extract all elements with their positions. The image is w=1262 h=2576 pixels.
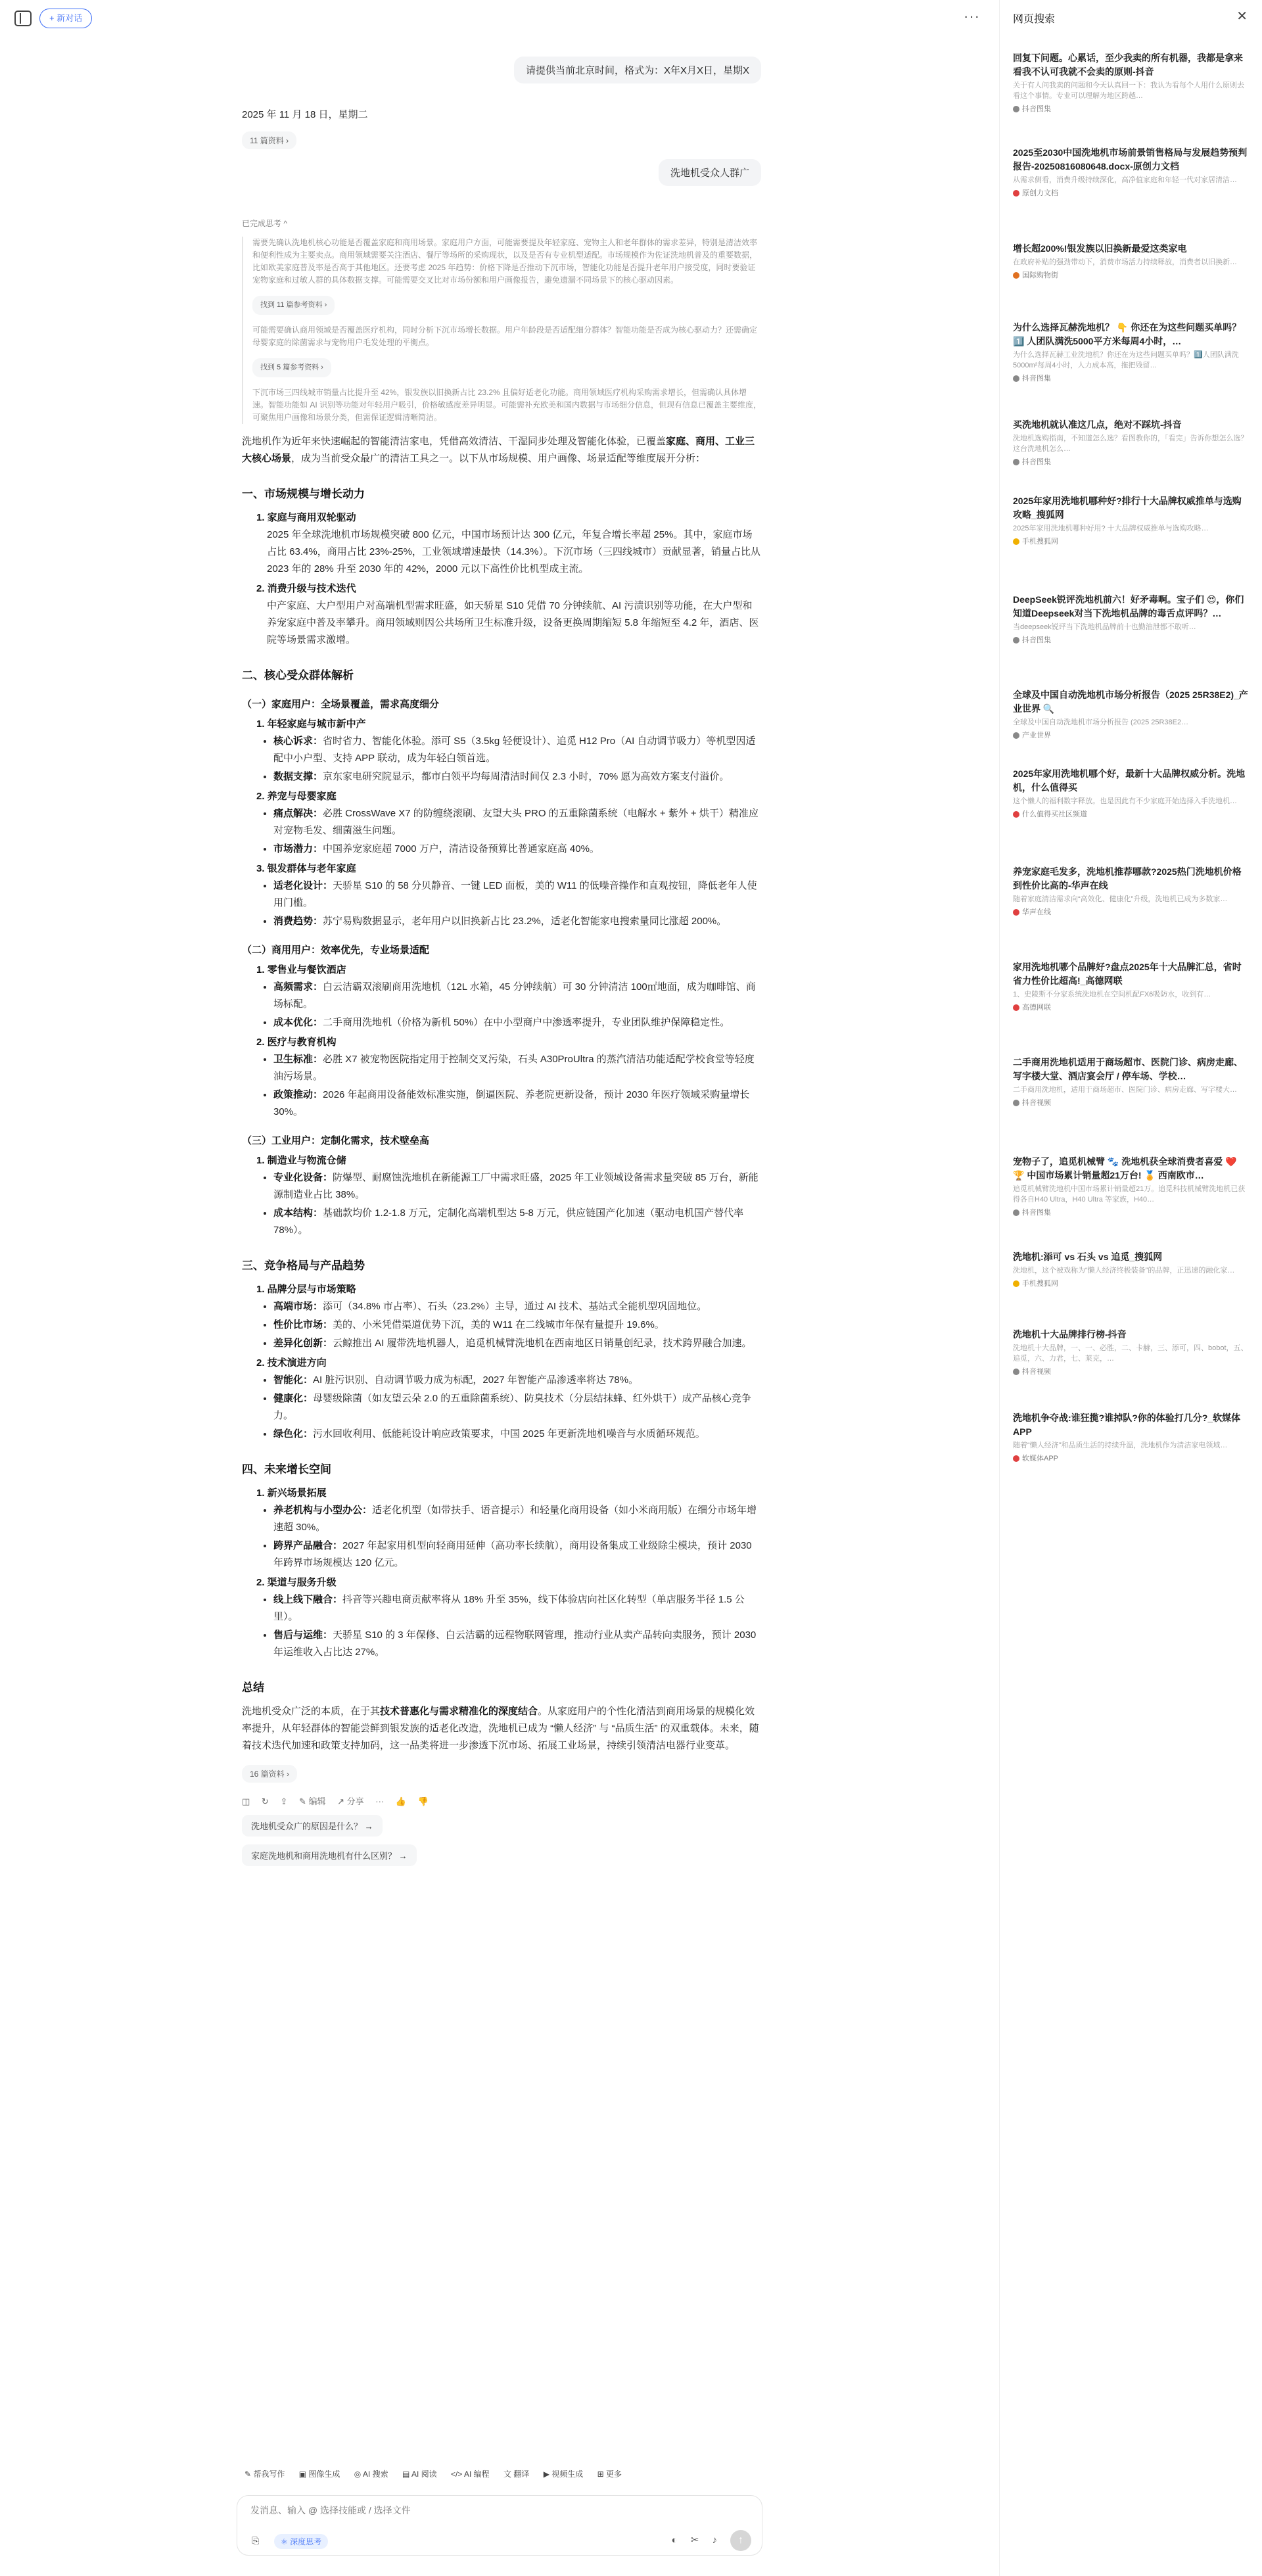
result-snippet: 为什么选择瓦赫工业洗地机？你还在为这些问题买单吗？1️⃣人团队满洗5000m²每周4小时，人力成本高，拖把残留… bbox=[1013, 351, 1239, 369]
source-icon bbox=[1013, 272, 1019, 279]
user-message: 请提供当前北京时间，格式为：X年X月X日，星期X bbox=[514, 57, 761, 83]
value: 添可（34.8% 市占率）、石头（23.2%）主导，通过 AI 技术、基站式全能机型巩固地位。 bbox=[323, 1301, 707, 1312]
source-icon bbox=[1013, 190, 1019, 197]
key: 痛点解决： bbox=[273, 808, 323, 819]
source-icon bbox=[1013, 375, 1019, 382]
value: 二手商用洗地机（价格为新机 50%）在中小型商户中渗透率提升，专业团队维护保障稳定性。 bbox=[323, 1017, 730, 1028]
deep-think-toggle[interactable]: ⚛ 深度思考 bbox=[274, 2534, 328, 2549]
list-group bbox=[256, 1355, 761, 1372]
value: 天骄星 S10 的 58 分贝静音、一键 LED 面板，美的 W11 的低噪音操作和直观按钮，降低老年人使用门槛。 bbox=[273, 880, 757, 908]
attach-icon[interactable]: ⎘ bbox=[252, 2535, 260, 2546]
list-group bbox=[256, 1281, 761, 1298]
bullet-item bbox=[273, 1051, 761, 1085]
result-title[interactable]: 增长超200%!银发族以旧换新最爱这类家电 bbox=[1013, 243, 1187, 254]
key: 养老机构与小型办公： bbox=[273, 1505, 373, 1516]
bullet-list bbox=[273, 1591, 761, 1661]
tool-video-button[interactable]: ▶ 视频生成 bbox=[543, 2470, 584, 2479]
item-body: 2025 年全球洗地机市场规模突破 800 亿元，中国市场预计达 300 亿元，年复合增长率超 25%。其中，家庭市场占比 63.4%，商用占比 23%-25%，工业领域增速最快（14.3%）。下沉市场（三四线城市）贡献显著，销量占比从 2023 年的 28% 升至 2030 年的 42%，2000 元以下高性价比机型成主流。 bbox=[267, 529, 760, 574]
source-icon bbox=[1013, 459, 1019, 465]
subsection-heading: （一）家庭用户：全场景覆盖，需求高度细分 bbox=[242, 699, 440, 710]
result-source bbox=[1013, 808, 1250, 819]
group-title: 2. 养宠与母婴家庭 bbox=[256, 791, 337, 802]
bullet-list bbox=[273, 733, 761, 785]
key: 消费趋势： bbox=[273, 916, 323, 927]
bullet-list bbox=[273, 1372, 761, 1443]
answer-references-chip[interactable]: 16 篇资料 › bbox=[242, 1765, 297, 1783]
value: 防爆型、耐腐蚀洗地机在新能源工厂中需求旺盛，2025 年工业领域设备需求量突破 85 万台，新能源制造业占比 38%。 bbox=[273, 1172, 759, 1200]
chat-input-box bbox=[237, 2495, 762, 2556]
result-source bbox=[1013, 536, 1250, 546]
source-icon bbox=[1013, 1100, 1019, 1106]
search-result[interactable] bbox=[1013, 418, 1250, 467]
group-title: 3. 银发群体与老年家庭 bbox=[256, 863, 356, 874]
refresh-icon[interactable]: ↻ bbox=[261, 1796, 269, 1806]
summary-heading: 总结 bbox=[242, 1681, 264, 1694]
section-heading: 三、竞争格局与产品趋势 bbox=[242, 1259, 365, 1272]
text: 洗地机作为近年来快速崛起的智能清洁家电，凭借高效清洁、干湿同步处理及智能化体验，已覆盖 bbox=[242, 436, 666, 447]
result-snippet: 关于有人问我卖的问题和今天认真回一下：我认为看每个人用什么原则去看这个事情。专业可以理解为地区跨越… bbox=[1013, 82, 1244, 100]
suggestion-chip[interactable]: 家庭洗地机和商用洗地机有什么区别？ → bbox=[242, 1844, 417, 1866]
tool-read-button[interactable]: ▤ AI 阅读 bbox=[402, 2470, 437, 2479]
thinking-references-chip[interactable]: 找到 5 篇参考资料 › bbox=[252, 358, 331, 377]
share-button[interactable]: ↗ 分享 bbox=[337, 1796, 364, 1806]
bullet-item bbox=[273, 1627, 761, 1661]
value: 省时省力、智能化体验。添可 S5（3.5kg 轻便设计）、追觅 H12 Pro（AI 自动调节吸力）等机型因适配中小户型、支持 APP 联动，成为年轻白领首选。 bbox=[273, 736, 756, 764]
bullet-list bbox=[273, 979, 761, 1031]
key: 核心诉求： bbox=[273, 736, 323, 747]
thinking-paragraph: 需要先确认洗地机核心功能是否覆盖家庭和商用场景。家庭用户方面，可能需要提及年轻家庭、宠物主人和老年群体的需求差异，特别是清洁效率和便利性成为主要卖点。商用领域需要关注酒店、餐厅等场所的采购现状，以及是否有专业机型适配。市场规模作为佐证洗地机普及的重要数据，比如欧美家庭普及率是否高于其他地区。还要考虑 2025 年趋势：价格下降是否推动下沉市场，智能化功能是否提升老年用户接受度，同时要验证宠物家庭和过敏人群的具体数据支撑。可能需要交叉比对市场份额和用户画像报告，避免遗漏不同场景下的核心驱动因素。 bbox=[252, 238, 758, 285]
result-snippet: 二手商用洗地机，适用于商场超市、医院门诊、病房走廊、写字楼大… bbox=[1013, 1086, 1237, 1094]
result-source bbox=[1013, 634, 1250, 645]
result-title[interactable]: 2025年家用洗地机哪个好，最新十大品牌权威分析。洗地机，什么值得买 bbox=[1013, 768, 1246, 793]
bullet-list bbox=[273, 878, 761, 930]
result-title[interactable]: DeepSeek锐评洗地机前六！好矛毒啊。宝子们 😍，你们知道Deepseek对当下洗地机品牌的毒舌点评吗？… bbox=[1013, 594, 1244, 619]
group-title: 1. 制造业与物流仓储 bbox=[256, 1155, 346, 1166]
item-title: 1. 家庭与商用双轮驱动 bbox=[256, 512, 356, 523]
bullet-list bbox=[273, 1298, 761, 1352]
source-icon bbox=[1013, 732, 1019, 739]
bullet-item bbox=[273, 1317, 761, 1334]
value: 苏宁易购数据显示，老年用户以旧换新占比 23.2%，适老化智能家电搜索量同比涨超 200%。 bbox=[323, 916, 727, 927]
list-group bbox=[256, 860, 761, 878]
thinking-paragraph: 下沉市场三四线城市销量占比提升至 42%，银发族以旧换新占比 23.2% 且偏好适老化功能。商用领域医疗机构采购需求增长，但需确认具体增速。智能功能如 AI 识别等功能对年轻用户吸引，价格敏感度差异明显。可能需补充欧美和国内数据与市场细分信息，但现有信息已覆盖主要维度，可聚焦用户画像和场景分类，但需保证逻辑清晰简洁。 bbox=[252, 388, 762, 422]
source-icon bbox=[1013, 637, 1019, 644]
source-name: 什么值得买社区频道 bbox=[1022, 810, 1087, 818]
value: AI 脏污识别、自动调节吸力成为标配，2027 年智能产品渗透率将达 78%。 bbox=[313, 1374, 639, 1386]
result-snippet: 洗地机，这个被戏称为“懒人经济终极装备”的品牌，正迅速的融化家… bbox=[1013, 1267, 1235, 1275]
source-name: 华声在线 bbox=[1022, 908, 1051, 916]
source-name: 高德网联 bbox=[1022, 1004, 1051, 1012]
result-source bbox=[1013, 1366, 1250, 1376]
key: 跨界产品融合： bbox=[273, 1540, 343, 1551]
thinking-paragraph: 可能需要确认商用领域是否覆盖医疗机构，同时分析下沉市场增长数据。用户年龄段是否适配细分群体？智能功能是否成为核心驱动力？还需确定母婴家庭的除菌需求与宠物用户毛发处理的平衡点。 bbox=[252, 325, 758, 347]
group-title: 1. 新兴场景拓展 bbox=[256, 1487, 327, 1499]
list-group bbox=[256, 962, 761, 979]
search-result[interactable] bbox=[1013, 688, 1250, 740]
result-source bbox=[1013, 373, 1250, 383]
result-snippet: 追觅机械臂洗地机中国市场累计销量超21万。追觅科技机械臂洗地机已获得各自H40 Ultra，H40 Ultra 等家族，H40… bbox=[1013, 1185, 1246, 1204]
bullet-item bbox=[273, 979, 761, 1013]
result-title[interactable]: 买洗地机就认准这几点，绝对不踩坑-抖音 bbox=[1013, 419, 1182, 430]
text-bold: 家庭、商用、工业三大核心场景 bbox=[242, 436, 755, 464]
search-result[interactable] bbox=[1013, 865, 1250, 917]
search-result[interactable] bbox=[1013, 1250, 1250, 1288]
more-options-icon[interactable]: ··· bbox=[964, 8, 980, 24]
result-source bbox=[1013, 906, 1250, 917]
edit-button[interactable]: ✎ 编辑 bbox=[298, 1796, 326, 1806]
result-source bbox=[1013, 187, 1250, 198]
source-name: 软媒体APP bbox=[1022, 1455, 1059, 1463]
bullet-item bbox=[273, 1426, 761, 1443]
key: 成本优化： bbox=[273, 1017, 323, 1028]
message-actions bbox=[242, 1794, 761, 1807]
result-title[interactable]: 养宠家庭毛发多，洗地机推荐哪款?2025热门洗地机价格到性价比高的-华声在线 bbox=[1013, 866, 1242, 891]
text: 。从家庭用户的个性化清洁到商用场景的规模化效率提升，从年轻群体的智能尝鲜到银发族的适老化改造，洗地机已成为 “懒人经济” 与 “品质生活” 的双重载体。未来，随着技术迭代加速和政策支持加码，这一品类将进一步渗透下沉市场、拓展工业场景，持续引领清洁电器行业变革。 bbox=[242, 1706, 759, 1751]
source-name: 抖音视频 bbox=[1022, 1368, 1051, 1376]
value: 京东家电研究院显示，都市白领平均每周清洁时间仅 2.3 小时，70% 愿为高效方案支付溢价。 bbox=[323, 771, 730, 782]
result-snippet: 1、史陵斯不分家系统洗地机在空间机配FX6吸防水，收到有… bbox=[1013, 991, 1211, 998]
result-title[interactable]: 2025年家用洗地机哪种好?排行十大品牌权威推单与选购攻略_搜狐网 bbox=[1013, 496, 1242, 520]
tool-writing-button[interactable]: ✎ 帮我写作 bbox=[245, 2470, 285, 2479]
result-snippet: 洗地机十大品牌，一、一、必胜，二、卡赫，三、添可，四、bobot，五、追觅，六、力君，七、莱克，… bbox=[1013, 1344, 1248, 1363]
search-result[interactable] bbox=[1013, 1411, 1250, 1463]
result-snippet: 随着“懒人经济”和品质生活的持续升温，洗地机作为清洁家电领域… bbox=[1013, 1441, 1228, 1449]
skill-toolbar bbox=[242, 2466, 761, 2481]
dislike-icon[interactable]: 👎 bbox=[417, 1796, 429, 1806]
assistant-message: 2025 年 11 月 18 日，星期二 bbox=[242, 109, 368, 120]
source-icon bbox=[1013, 1455, 1019, 1462]
source-name: 手机搜狐网 bbox=[1022, 1280, 1058, 1288]
bullet-item bbox=[273, 1537, 761, 1572]
like-icon[interactable]: 👍 bbox=[395, 1796, 407, 1806]
source-name: 原创力文档 bbox=[1022, 189, 1058, 197]
key: 售后与运维： bbox=[273, 1629, 333, 1641]
subsection-heading: （三）工业用户：定制化需求，技术壁垒高 bbox=[242, 1135, 430, 1146]
sidebar-toggle-icon[interactable] bbox=[14, 11, 32, 26]
close-icon[interactable]: ✕ bbox=[1236, 9, 1248, 24]
group-title: 1. 品牌分层与市场策略 bbox=[256, 1284, 356, 1295]
result-title[interactable]: 全球及中国自动洗地机市场分析报告（2025 25R38E2)_产业世界 🔍 bbox=[1013, 690, 1248, 714]
result-title[interactable]: 洗地机十大品牌排行榜-抖音 bbox=[1013, 1329, 1127, 1340]
value: 抖音等兴趣电商贡献率将从 18% 升至 35%，线下体验店向社区化转型（单店服务半径 1.5 公里）。 bbox=[273, 1594, 745, 1622]
assistant-answer bbox=[242, 433, 761, 1754]
key: 数据支撑： bbox=[273, 771, 323, 782]
value: 母婴级除菌（如友望云朵 2.0 的五重除菌系统）、防臭技术（分层结抹蜂、红外烘干）成产品核心竞争力。 bbox=[273, 1393, 751, 1421]
key: 差异化创新： bbox=[273, 1338, 333, 1349]
thinking-content bbox=[242, 237, 761, 424]
result-title[interactable]: 二手商用洗地机适用于商场超市、医院门诊、病房走廊、写字楼大堂、酒店宴会厅 / 停车场、学校… bbox=[1013, 1057, 1243, 1081]
result-source bbox=[1013, 1453, 1250, 1463]
references-chip[interactable]: 11 篇资料 › bbox=[242, 131, 296, 149]
value: 必胜 CrossWave X7 的防缠绕滚刷、友望大头 PRO 的五重除菌系统（电解水 + 紫外 + 烘干）精准应对宠物毛发、细菌滋生问题。 bbox=[273, 808, 759, 836]
value: 天骄星 S10 的 3 年保修、白云洁霸的远程物联网管理，推动行业从卖产品转向卖服务，预计 2030 年运维收入占比达 27%。 bbox=[273, 1629, 757, 1658]
thinking-toggle[interactable]: 已完成思考 ^ bbox=[242, 219, 287, 228]
list-item bbox=[256, 580, 761, 649]
search-result[interactable] bbox=[1013, 1328, 1250, 1376]
search-result[interactable] bbox=[1013, 593, 1250, 645]
bullet-item bbox=[273, 1372, 761, 1389]
source-name: 抖音图集 bbox=[1022, 458, 1051, 466]
list-item bbox=[256, 509, 761, 578]
result-snippet: 在政府补贴的强劲带动下，消费市场活力持续释放，消费者以旧换新… bbox=[1013, 258, 1237, 266]
result-snippet: 2025年家用洗地机哪种好用? 十大品牌权威推单与选购攻略… bbox=[1013, 525, 1209, 532]
top-bar bbox=[0, 0, 999, 37]
tool-translate-button[interactable]: 文 翻译 bbox=[503, 2470, 530, 2479]
result-source bbox=[1013, 730, 1250, 740]
bullet-item bbox=[273, 733, 761, 767]
value: 白云洁霸双滚刷商用洗地机（12L 水箱，45 分钟续航）可 30 分钟清洁 100㎡地面，成为咖啡馆、商场标配。 bbox=[273, 981, 756, 1010]
search-result[interactable] bbox=[1013, 321, 1250, 383]
bullet-list bbox=[273, 1502, 761, 1572]
source-icon bbox=[1013, 811, 1019, 818]
summary-text bbox=[242, 1703, 761, 1754]
result-source bbox=[1013, 1278, 1250, 1288]
source-name: 抖音图集 bbox=[1022, 1209, 1051, 1217]
source-icon bbox=[1013, 1280, 1019, 1287]
key: 政策推动： bbox=[273, 1089, 323, 1100]
source-icon bbox=[1013, 1209, 1019, 1216]
group-title: 2. 医疗与教育机构 bbox=[256, 1037, 337, 1048]
result-title[interactable]: 洗地机争夺战:谁狂揽?谁掉队?你的体验打几分?_软媒体APP bbox=[1013, 1413, 1241, 1437]
section-heading: 二、核心受众群体解析 bbox=[242, 669, 354, 682]
source-icon bbox=[1013, 538, 1019, 545]
text: ，成为当前受众最广的清洁工具之一。以下从市场规模、用户画像、场景适配等维度展开分析： bbox=[291, 453, 706, 464]
section-heading: 四、未来增长空间 bbox=[242, 1463, 331, 1476]
panel-title: 网页搜索 bbox=[1013, 14, 1056, 25]
bullet-item bbox=[273, 913, 761, 930]
item-body: 中产家庭、大户型用户对高端机型需求旺盛，如天骄星 S10 凭借 70 分钟续航、AI 污渍识别等功能，在大户型和养宠家庭中普及率攀升。商用领域则因公共场所卫生标准升级，设备更换周期缩短 5.8 年缩短至 4.2 年，酒店、医院等场景需求激增。 bbox=[267, 600, 759, 645]
bullet-item bbox=[273, 1335, 761, 1352]
search-result[interactable] bbox=[1013, 51, 1250, 114]
key: 性价比市场： bbox=[273, 1319, 333, 1330]
list-group bbox=[256, 1485, 761, 1502]
list-group bbox=[256, 1152, 761, 1169]
input-tools-icons[interactable]: ◐ ✂ ♪ bbox=[671, 2535, 722, 2546]
message-input[interactable] bbox=[250, 2505, 711, 2516]
section-heading: 一、市场规模与增长动力 bbox=[242, 488, 365, 500]
search-result[interactable] bbox=[1013, 494, 1250, 546]
bullet-item bbox=[273, 1390, 761, 1424]
group-title: 1. 年轻家庭与城市新中产 bbox=[256, 718, 366, 730]
result-snippet: 洗地机选购指南，不知道怎么选？看图教你的，「看完」告诉你想怎么选？这台洗地机怎么… bbox=[1013, 434, 1248, 453]
key: 市场潜力： bbox=[273, 843, 323, 855]
result-source bbox=[1013, 103, 1250, 114]
source-icon bbox=[1013, 1004, 1019, 1011]
value: 必胜 X7 被宠物医院指定用于控制交叉污染，石头 A30ProUltra 的蒸汽清洁功能适配学校食堂等轻度油污场景。 bbox=[273, 1054, 755, 1082]
bullet-item bbox=[273, 1014, 761, 1031]
thinking-references-chip[interactable]: 找到 11 篇参考资料 › bbox=[252, 296, 335, 315]
key: 智能化： bbox=[273, 1374, 314, 1386]
key: 卫生标准： bbox=[273, 1054, 323, 1065]
text-bold: 技术普惠化与需求精准化的深度结合 bbox=[380, 1706, 538, 1717]
result-title[interactable]: 宠物子了，追觅机械臂 🐾 洗地机获全球消费者喜爱 ❤️ 🏆 中国市场累计销量超21万台! 🏅 西南欧市… bbox=[1013, 1156, 1237, 1181]
bullet-item bbox=[273, 841, 761, 858]
key: 高频需求： bbox=[273, 981, 323, 993]
result-source bbox=[1013, 269, 1250, 280]
copy-icon[interactable]: ◫ bbox=[242, 1796, 250, 1806]
source-name: 产业世界 bbox=[1022, 732, 1051, 739]
suggestion-chip[interactable]: 洗地机受众广的原因是什么？ → bbox=[242, 1815, 383, 1837]
source-name: 抖音图集 bbox=[1022, 636, 1051, 644]
send-button[interactable]: ↑ bbox=[730, 2530, 751, 2551]
bullet-list bbox=[273, 805, 761, 858]
bullet-item bbox=[273, 1591, 761, 1626]
result-source bbox=[1013, 1097, 1250, 1108]
bullet-item bbox=[273, 1298, 761, 1315]
web-search-panel bbox=[999, 0, 1262, 2576]
source-icon bbox=[1013, 1369, 1019, 1375]
bullet-list bbox=[273, 1051, 761, 1121]
source-name: 抖音视频 bbox=[1022, 1099, 1051, 1107]
result-snippet: 这个懒人的福利数字释放。也是因此有不少家庭开始选择入手洗地机… bbox=[1013, 797, 1237, 805]
list-group bbox=[256, 1034, 761, 1051]
group-title: 2. 渠道与服务升级 bbox=[256, 1577, 337, 1588]
source-icon bbox=[1013, 909, 1019, 916]
key: 绿色化： bbox=[273, 1428, 314, 1440]
list-group bbox=[256, 716, 761, 733]
bullet-item bbox=[273, 878, 761, 912]
bullet-item bbox=[273, 1205, 761, 1239]
search-result[interactable] bbox=[1013, 1155, 1250, 1217]
result-source bbox=[1013, 1002, 1250, 1012]
subsection-heading: （二）商用用户：效率优先，专业场景适配 bbox=[242, 945, 430, 956]
bullet-item bbox=[273, 768, 761, 785]
source-name: 抖音图集 bbox=[1022, 105, 1051, 113]
search-result[interactable] bbox=[1013, 767, 1250, 819]
key: 专业化设备： bbox=[273, 1172, 333, 1183]
source-name: 国际购物街 bbox=[1022, 271, 1058, 279]
value: 云鲸推出 AI 履带洗地机器人，追觅机械臂洗地机在西南地区日销量创纪录，技术跨界融合加速。 bbox=[333, 1338, 752, 1349]
result-snippet: 当deepseek锐评当下洗地机品牌前十也勤油泄都不敢听… bbox=[1013, 623, 1196, 631]
key: 线上线下融合： bbox=[273, 1594, 343, 1605]
bullet-list bbox=[273, 1169, 761, 1239]
list-group bbox=[256, 1574, 761, 1591]
source-name: 抖音图集 bbox=[1022, 375, 1051, 383]
tool-code-button[interactable]: </> AI 编程 bbox=[450, 2470, 490, 2479]
more-icon[interactable]: ··· bbox=[375, 1796, 385, 1806]
key: 高端市场： bbox=[273, 1301, 323, 1312]
list-group bbox=[256, 788, 761, 805]
group-title: 1. 零售业与餐饮酒店 bbox=[256, 964, 346, 975]
item-title: 2. 消费升级与技术迭代 bbox=[256, 583, 356, 594]
conversation bbox=[242, 39, 761, 1866]
result-source bbox=[1013, 456, 1250, 467]
search-result[interactable] bbox=[1013, 242, 1250, 280]
value: 中国养宠家庭超 7000 万户，清洁设备预算比普通家庭高 40%。 bbox=[323, 843, 599, 855]
tool-image-button[interactable]: ▣ 图像生成 bbox=[298, 2470, 340, 2479]
text: 洗地机受众广泛的本质，在于其 bbox=[242, 1706, 381, 1717]
value: 美的、小米凭借渠道优势下沉，美的 W11 在二线城市年保有量提升 19.6%。 bbox=[333, 1319, 665, 1330]
key: 健康化： bbox=[273, 1393, 314, 1404]
key: 成本结构： bbox=[273, 1207, 323, 1219]
tool-search-button[interactable]: ◎ AI 搜索 bbox=[354, 2470, 388, 2479]
search-result[interactable] bbox=[1013, 1056, 1250, 1108]
value: 基础款均价 1.2-1.8 万元，定制化高端机型达 5-8 万元，供应链国产化加速（驱动电机国产替代率 78%）。 bbox=[273, 1207, 744, 1236]
result-title[interactable]: 2025至2030中国洗地机市场前景销售格局与发展趋势预判报告-20250816080648.docx-原创力文档 bbox=[1013, 147, 1248, 172]
group-title: 2. 技术演进方向 bbox=[256, 1357, 327, 1369]
value: 2027 年起家用机型向轻商用延伸（高功率长续航），商用设备集成工业级除尘模块，预计 2030 年跨界市场规模达 120 亿元。 bbox=[273, 1540, 752, 1568]
result-snippet: 随着家庭清洁需求向“高效化、健康化”升级，洗地机已成为多数家… bbox=[1013, 895, 1228, 903]
bullet-item bbox=[273, 1502, 761, 1536]
user-message: 洗地机受众人群广 bbox=[659, 159, 761, 186]
new-chat-button[interactable]: + 新对话 bbox=[39, 9, 92, 28]
result-title[interactable]: 回复下问题。心累话，至少我卖的所有机器，我都是拿来看我不认可我就不会卖的原则-抖音 bbox=[1013, 53, 1243, 77]
source-icon bbox=[1013, 106, 1019, 112]
result-title[interactable]: 洗地机:添可 vs 石头 vs 追觅_搜狐网 bbox=[1013, 1252, 1163, 1262]
export-icon[interactable]: ⇪ bbox=[280, 1796, 288, 1806]
result-title[interactable]: 为什么选择瓦赫洗地机？ 👇 你还在为这些问题买单吗？ 1️⃣ 人团队满洗5000平方米每周4小时，… bbox=[1013, 322, 1242, 346]
answer-intro bbox=[242, 433, 761, 467]
value: 污水回收利用、低能耗设计响应政策要求，中国 2025 年更新洗地机噪音与水质循环规范。 bbox=[313, 1428, 705, 1440]
result-snippet: 全球及中国自动洗地机市场分析报告 (2025 25R38E2… bbox=[1013, 718, 1189, 726]
result-snippet: 从需求侧看，消费升级持续深化，高净值家庭和年轻一代对家居清洁… bbox=[1013, 176, 1237, 184]
tool-more-button[interactable]: ⊞ 更多 bbox=[597, 2470, 622, 2479]
search-result[interactable] bbox=[1013, 146, 1250, 198]
result-source bbox=[1013, 1207, 1250, 1217]
source-name: 手机搜狐网 bbox=[1022, 538, 1058, 546]
bullet-item bbox=[273, 1087, 761, 1121]
value: 2026 年起商用设备能效标准实施，倒逼医院、养老院更新设备，预计 2030 年医疗领域采购量增长 30%。 bbox=[273, 1089, 750, 1117]
value: 适老化机型（如带扶手、语音提示）和轻量化商用设备（如小米商用版）在细分市场年增速超 30%。 bbox=[273, 1505, 757, 1533]
key: 适老化设计： bbox=[273, 880, 333, 891]
result-title[interactable]: 家用洗地机哪个品牌好?盘点2025年十大品牌汇总，省时省力性价比超高!_高德网联 bbox=[1013, 962, 1242, 986]
search-result[interactable] bbox=[1013, 960, 1250, 1012]
bullet-item bbox=[273, 1169, 761, 1204]
bullet-item bbox=[273, 805, 761, 839]
